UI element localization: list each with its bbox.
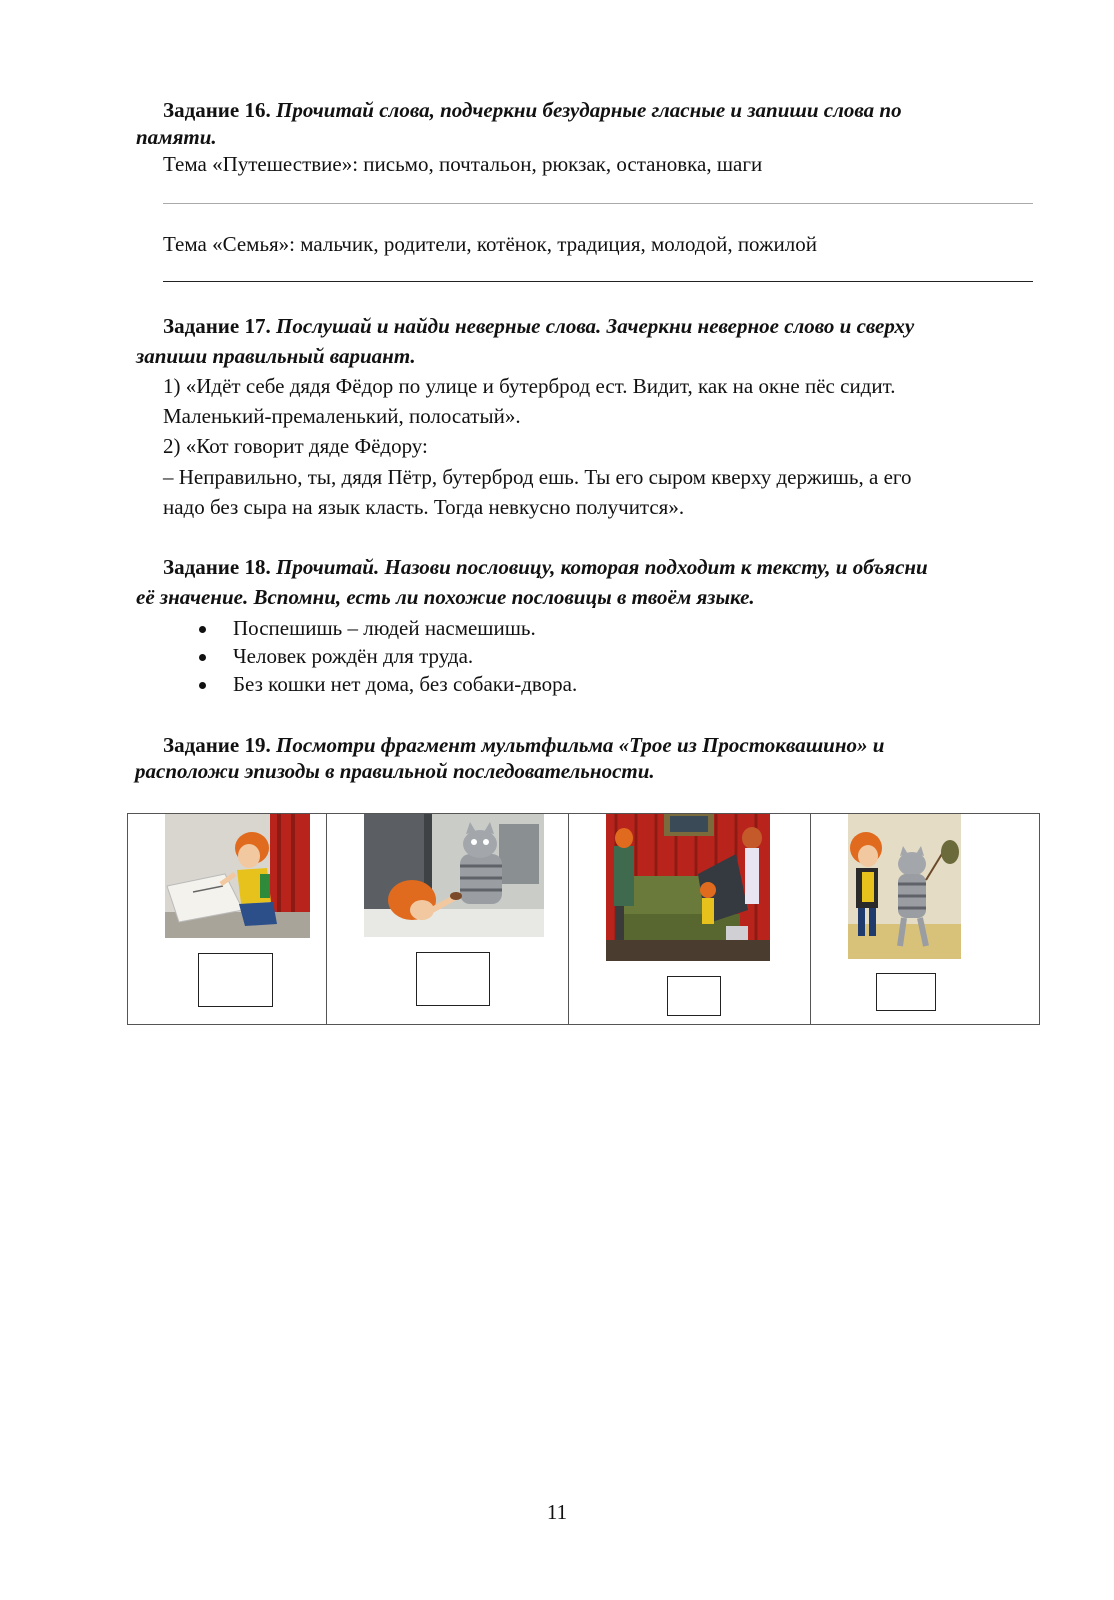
episode-answer-box-3[interactable] <box>667 976 721 1016</box>
episode-cell-2 <box>327 814 569 1025</box>
bullet-icon <box>199 654 206 661</box>
episode-cell-3 <box>569 814 811 1025</box>
task17-label: Задание 17. <box>163 314 271 338</box>
episode-cell-4 <box>811 814 1040 1025</box>
task16-label: Задание 16. <box>163 98 271 122</box>
episode-table <box>127 813 1040 1025</box>
episode-frame-family-room <box>606 814 770 961</box>
task17-text-line: надо без сыра на язык класть. Тогда невкусно получится». <box>163 495 685 519</box>
episode-cell-1 <box>128 814 327 1025</box>
task17-heading-cont <box>136 342 416 370</box>
proverb-list-item <box>199 642 999 670</box>
proverb-list-item <box>199 614 999 642</box>
episode-answer-box-2[interactable] <box>416 952 490 1006</box>
episode-answer-box-4[interactable] <box>876 973 936 1011</box>
boy-meets-cat-image <box>364 814 544 937</box>
bullet-icon <box>199 626 206 633</box>
bullet-icon <box>199 682 206 689</box>
task19-heading-cont <box>135 757 655 785</box>
task18-heading-cont <box>136 583 755 611</box>
task19-instruction: Посмотри фрагмент мультфильма «Трое из Простоквашино» и <box>275 733 885 757</box>
task17-instruction: Послушай и найди неверные слова. Зачеркни неверное слово и сверху <box>275 314 915 338</box>
task18-label: Задание 18. <box>163 555 271 579</box>
episode-frame-cat-on-window <box>364 814 544 937</box>
proverb-text: Поспешишь – людей насмешишь. <box>233 616 536 640</box>
boy-writing-letter-image <box>165 814 310 938</box>
task16-instruction: Прочитай слова, подчеркни безударные гласные и запиши слова по <box>275 98 902 122</box>
task17-text-line: 2) «Кот говорит дяде Фёдору: <box>163 434 428 458</box>
task17-text-line: Маленький-премаленький, полосатый». <box>163 404 521 428</box>
task16-instruction-cont: памяти. <box>136 125 217 149</box>
task17-text-line: – Неправильно, ты, дядя Пётр, бутерброд ешь. Ты его сыром кверху держишь, а его <box>163 465 912 489</box>
page-number: 11 <box>546 1500 568 1524</box>
episode-frame-leaving-home <box>848 814 961 959</box>
task16-theme-family: Тема «Семья»: мальчик, родители, котёнок, традиция, молодой, пожилой <box>163 232 818 256</box>
task19-heading <box>163 731 884 759</box>
task17-instruction-cont: запиши правильный вариант. <box>136 344 416 368</box>
proverb-text: Без кошки нет дома, без собаки-двора. <box>233 672 578 696</box>
family-in-room-image <box>606 814 770 961</box>
task16-heading-cont <box>136 123 217 151</box>
task18-heading <box>163 553 928 581</box>
proverb-list-item <box>199 670 999 698</box>
episode-frame-boy-writing <box>165 814 310 938</box>
task18-instruction-cont: её значение. Вспомни, есть ли похожие пословицы в твоём языке. <box>136 585 755 609</box>
answer-line-2[interactable] <box>163 281 1033 282</box>
task19-label: Задание 19. <box>163 733 271 757</box>
episode-answer-box-1[interactable] <box>198 953 273 1007</box>
task17-text-line: 1) «Идёт себе дядя Фёдор по улице и бутерброд ест. Видит, как на окне пёс сидит. <box>163 374 896 398</box>
proverb-text: Человек рождён для труда. <box>233 644 474 668</box>
task16-heading <box>163 96 902 124</box>
answer-line-1[interactable] <box>163 203 1033 204</box>
task17-heading <box>163 312 914 340</box>
task18-instruction: Прочитай. Назови пословицу, которая подходит к тексту, и объясни <box>275 555 928 579</box>
task16-theme-travel: Тема «Путешествие»: письмо, почтальон, рюкзак, остановка, шаги <box>163 152 763 176</box>
task19-instruction-cont: расположи эпизоды в правильной последовательности. <box>135 759 655 783</box>
boy-and-cat-leaving-image <box>848 814 961 959</box>
